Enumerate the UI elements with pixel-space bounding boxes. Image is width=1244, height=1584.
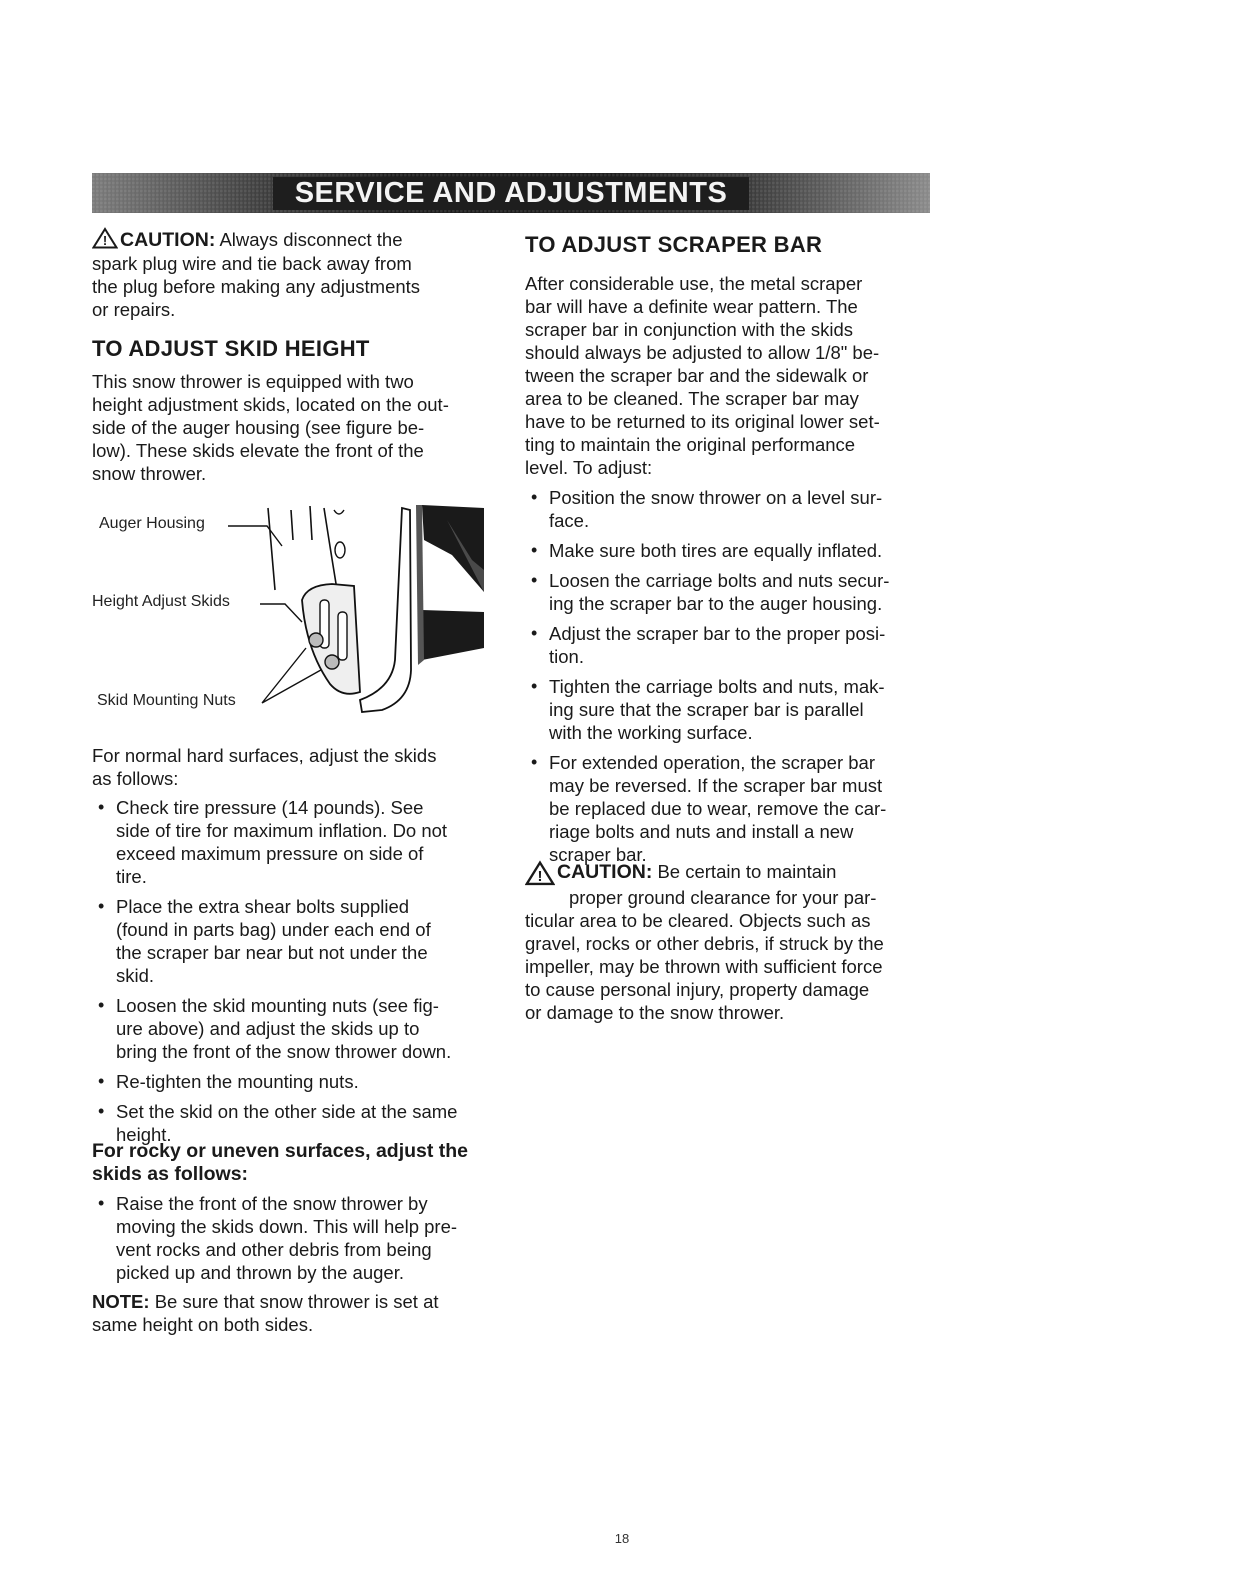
caution-line: the plug before making any adjustments (92, 276, 421, 297)
intro-line: snow thrower. (92, 463, 207, 484)
label-skid-mounting-nuts: Skid Mounting Nuts (97, 692, 236, 709)
scraper-intro (525, 272, 935, 479)
warning-triangle-icon (92, 227, 118, 249)
intro-line: bar will have a definite wear pattern. The (525, 296, 858, 317)
rocky-line: skids as follows: (92, 1163, 249, 1185)
caution-line: to cause personal injury, property damage (525, 979, 870, 1000)
leader-skids (260, 604, 302, 622)
intro-line: level. To adjust: (525, 457, 653, 478)
caution-line: or damage to the snow thrower. (525, 1002, 785, 1023)
normal-line: as follows: (92, 768, 179, 789)
list-item: • Set the skid on the other side at the same height. (98, 1101, 458, 1145)
normal-surfaces-intro (92, 744, 504, 790)
intro-line: have to be returned to its original lower set- (525, 411, 880, 432)
normal-line: For normal hard surfaces, adjust the skids (92, 745, 437, 766)
intro-line: low). These skids elevate the front of the (92, 440, 424, 461)
intro-line: ting to maintain the original performance (525, 434, 856, 455)
section-banner (92, 173, 930, 213)
intro-line: side of the auger housing (see figure be- (92, 417, 425, 438)
scraper-bar-heading: TO ADJUST SCRAPER BAR (525, 232, 823, 257)
normal-bullets (92, 796, 504, 1153)
intro-line: should always be adjusted to allow 1/8" be- (525, 342, 880, 363)
intro-line: tween the scraper bar and the sidewalk or (525, 365, 869, 386)
list-item: • Loosen the skid mounting nuts (see fig- ure above) and adjust the skids up to bring the front of the snow thrower down. (98, 995, 452, 1062)
leader-auger (228, 526, 282, 546)
svg-text:!: ! (537, 868, 543, 886)
list-item: • Make sure both tires are equally inflated. (531, 540, 883, 561)
list-item: • Adjust the scraper bar to the proper posi- tion. (531, 623, 886, 667)
intro-line: After considerable use, the metal scraper (525, 273, 863, 294)
list-item: • Tighten the carriage bolts and nuts, mak- ing sure that the scraper bar is parallel with the working surface. (531, 676, 885, 743)
intro-line: scraper bar in conjunction with the skids (525, 319, 854, 340)
skid-figure (92, 500, 502, 725)
caution-line: or repairs. (92, 299, 176, 320)
note-block (92, 1290, 504, 1336)
note-label: NOTE: (92, 1291, 150, 1312)
skid-height-heading: TO ADJUST SKID HEIGHT (92, 336, 370, 361)
caution-line: gravel, rocks or other debris, if struck by the (525, 933, 884, 954)
page-number: 18 (614, 1531, 630, 1546)
scraper-bullets (525, 486, 935, 873)
list-item: • For extended operation, the scraper bar may be reversed. If the scraper bar must be replaced due to wear, remove the car- riage bolts and nuts and install a new scraper bar. (531, 752, 887, 865)
list-item: • Re-tighten the mounting nuts. (98, 1071, 359, 1092)
caution-text: Be certain to maintain (657, 861, 837, 882)
caution-label: CAUTION: (557, 861, 653, 883)
skid-illustration (92, 500, 502, 725)
list-item: • Place the extra shear bolts supplied (found in parts bag) under each end of the scraper bar near but not under the skid. (98, 896, 431, 986)
rocky-bullets (92, 1192, 504, 1291)
intro-line: area to be cleaned. The scraper bar may (525, 388, 859, 409)
caution-label: CAUTION: (120, 229, 216, 251)
svg-text:!: ! (102, 233, 108, 248)
caution-text: Always disconnect the (219, 229, 403, 250)
note-text: Be sure that snow thrower is set at (154, 1291, 439, 1312)
list-item: • Raise the front of the snow thrower by moving the skids down. This will help pre- vent rocks and other debris from being picked up and thrown by the auger. (98, 1193, 458, 1283)
caution-line: ticular area to be cleared. Objects such as (525, 910, 871, 931)
warning-triangle-icon (525, 860, 555, 886)
section-title: SERVICE AND ADJUSTMENTS (273, 177, 750, 210)
rocky-surfaces-heading (92, 1140, 504, 1186)
skid-intro (92, 370, 504, 485)
list-item: • Loosen the carriage bolts and nuts secur- ing the scraper bar to the auger housing. (531, 570, 890, 614)
caution-line: impeller, may be thrown with sufficient force (525, 956, 883, 977)
intro-line: This snow thrower is equipped with two (92, 371, 414, 392)
intro-line: height adjustment skids, located on the out- (92, 394, 449, 415)
rocky-line: For rocky or uneven surfaces, adjust the (92, 1140, 469, 1162)
note-line: same height on both sides. (92, 1314, 314, 1335)
list-item: • Position the snow thrower on a level sur- face. (531, 487, 883, 531)
label-auger-housing: Auger Housing (99, 515, 205, 532)
caution-line: spark plug wire and tie back away from (92, 253, 412, 274)
caution-block-left (92, 227, 504, 321)
caution-block-right (525, 860, 935, 1024)
list-item: • Check tire pressure (14 pounds). See side of tire for maximum inflation. Do not exceed maximum pressure on side of tire. (98, 797, 448, 887)
caution-line: proper ground clearance for your par- (569, 887, 877, 908)
label-height-adjust-skids: Height Adjust Skids (92, 593, 230, 610)
